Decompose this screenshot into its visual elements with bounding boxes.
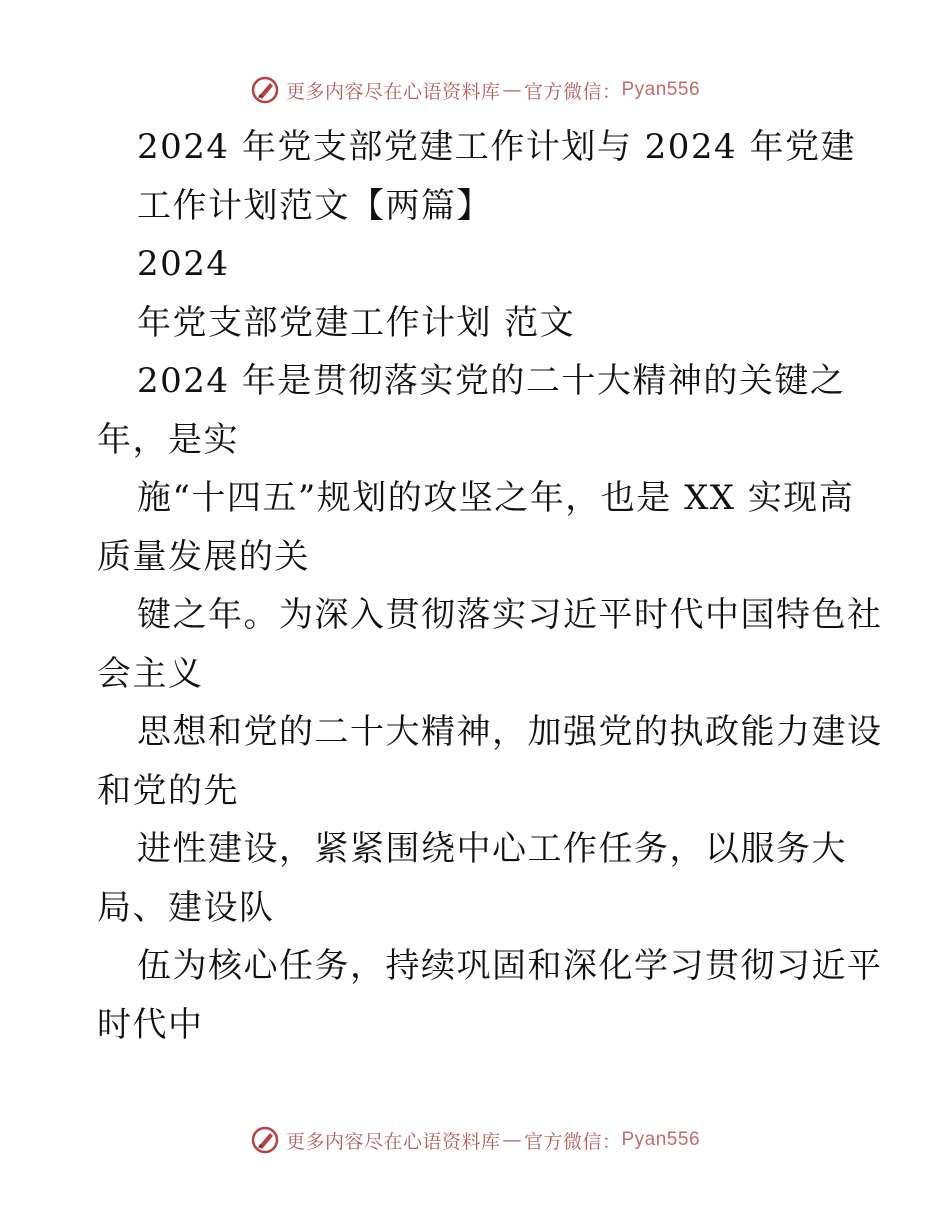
watermark-text: 更多内容尽在心语资料库 bbox=[285, 1130, 501, 1153]
text-line: 年，是实 bbox=[97, 419, 239, 460]
watermark-contact-label: 官方微信： bbox=[523, 1130, 622, 1153]
text-line: 会主义 bbox=[97, 653, 204, 694]
watermark-wechat-id: Pyan556 bbox=[621, 1129, 701, 1150]
watermark-text: 更多内容尽在心语资料库 bbox=[285, 80, 501, 103]
text-line: 进性建设，紧紧围绕中心工作任务，以服务大 bbox=[137, 829, 847, 869]
pen-logo-icon bbox=[250, 1125, 280, 1155]
watermark-contact-label: 官方微信： bbox=[523, 80, 622, 103]
text-line: 时代中 bbox=[97, 1004, 204, 1045]
pen-logo-icon bbox=[250, 75, 280, 105]
text-line: 施“十四五”规划的攻坚之年，也是 XX 实现高 bbox=[137, 478, 855, 518]
text-line: 工作计划范文【两篇】 bbox=[137, 185, 492, 226]
text-line: 质量发展的关 bbox=[97, 536, 310, 577]
text-line: 键之年。为深入贯彻落实习近平时代中国特色社 bbox=[137, 595, 883, 635]
document-body bbox=[97, 118, 883, 1054]
text-line: 伍为核心任务，持续巩固和深化学习贯彻习近平 bbox=[137, 946, 883, 986]
text-line: 2024 年是贯彻落实党的二十大精神的关键之 bbox=[137, 361, 846, 401]
watermark-wechat-id: Pyan556 bbox=[621, 79, 701, 100]
watermark-separator: — bbox=[502, 1129, 522, 1151]
text-line: 局、建设队 bbox=[97, 887, 275, 928]
text-line: 思想和党的二十大精神，加强党的执政能力建设 bbox=[137, 712, 883, 752]
text-line: 2024 bbox=[137, 244, 230, 284]
text-line: 年党支部党建工作计划 范文 bbox=[137, 302, 576, 343]
footer-watermark bbox=[0, 1120, 950, 1160]
text-line: 和党的先 bbox=[97, 770, 239, 811]
watermark-separator: — bbox=[502, 79, 522, 101]
header-watermark bbox=[0, 70, 950, 110]
text-line: 2024 年党支部党建工作计划与 2024 年党建 bbox=[137, 127, 856, 167]
